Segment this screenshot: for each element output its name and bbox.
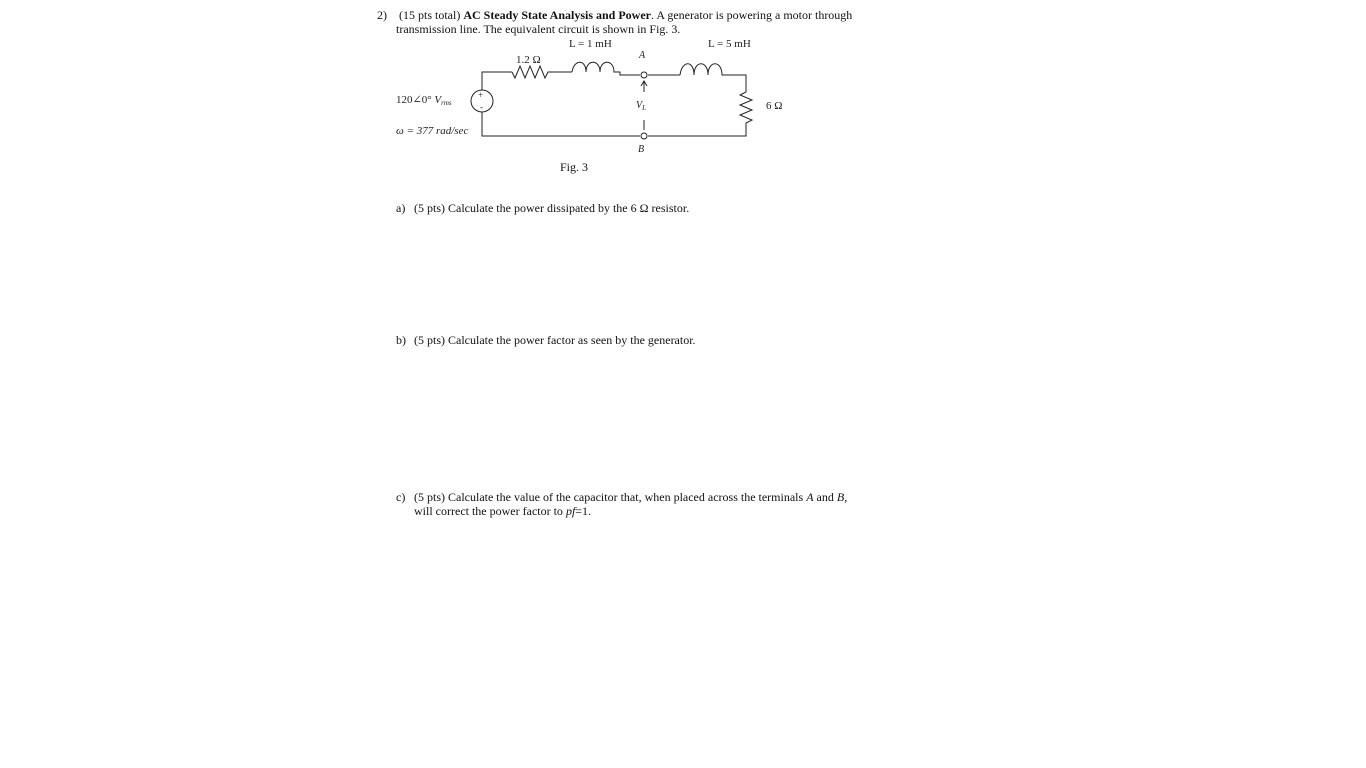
part-a — [396, 201, 689, 215]
question-points: (15 pts total) — [399, 8, 461, 22]
part-c-line2 — [414, 504, 591, 518]
part-a-text: (5 pts) Calculate the power dissipated by the 6 Ω resistor. — [414, 201, 690, 215]
question-intro-rest: . A generator is powering a motor through — [651, 8, 853, 22]
omega-label: ω = 377 rad/sec — [396, 125, 469, 137]
part-c-text-1: (5 pts) Calculate the value of the capacitor that, when placed across the terminals — [414, 490, 807, 504]
part-c — [396, 490, 847, 504]
voltage-arrow — [641, 81, 647, 92]
part-b-letter: b) — [396, 333, 406, 347]
wire-bottom — [482, 118, 746, 136]
question-number: 2) — [377, 8, 387, 22]
part-c-comma: , — [844, 490, 848, 504]
part-b-text: (5 pts) Calculate the power factor as seen by the generator. — [414, 333, 696, 347]
part-c-text-2: will correct the power factor to — [414, 504, 566, 518]
voltage-label: $V_L$ — [636, 100, 647, 112]
source-plus: + — [478, 90, 484, 100]
resistor-load-label: 6 Ω — [766, 100, 783, 112]
inductor-load-label: L = 5 mH — [708, 38, 751, 50]
part-c-terminal-a: A — [806, 490, 814, 504]
part-c-letter: c) — [396, 490, 406, 504]
part-c-pf: pf — [565, 504, 576, 518]
question-title: AC Steady State Analysis and Power — [463, 8, 652, 22]
part-b — [396, 333, 696, 347]
part-c-terminal-b: B — [836, 490, 845, 504]
figure-caption: Fig. 3 — [560, 160, 589, 174]
load-resistor — [740, 88, 752, 135]
source-minus: - — [480, 102, 483, 112]
wire-top-left — [482, 72, 512, 73]
part-c-text-3: =1. — [575, 504, 592, 518]
terminal-b-label: B — [638, 144, 645, 155]
load-inductor — [680, 64, 746, 88]
part-c-and: and — [813, 490, 837, 504]
source-label: 120∠0° Vrms — [396, 94, 452, 107]
inductor-line-label: L = 1 mH — [569, 38, 612, 50]
question-intro-line2: transmission line. The equivalent circuit is shown in Fig. 3. — [396, 22, 681, 36]
line-resistor — [512, 66, 572, 78]
line-inductor — [572, 62, 640, 75]
terminal-a-label: A — [639, 50, 646, 61]
resistor-line-label: 1.2 Ω — [516, 54, 541, 66]
terminal-a-node — [641, 72, 647, 78]
part-a-letter: a) — [396, 201, 406, 215]
terminal-b-node — [641, 133, 647, 139]
